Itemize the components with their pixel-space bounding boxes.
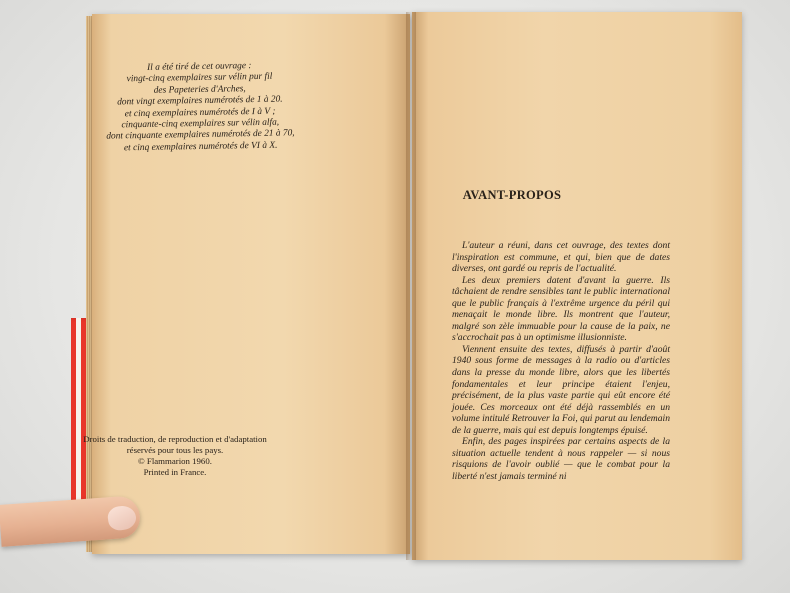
rights-line: réservés pour tous les pays.: [126, 445, 224, 455]
paragraph: L'auteur a réuni, dans cet ouvrage, des textes dont l'inspiration est commune, et qui, bien que de dates diverses, ont gardé ou repris de l'actualité.: [452, 240, 670, 275]
colophon-line: Il a été tiré de cet ouvrage :: [147, 61, 252, 73]
rights-line: Droits de traduction, de reproduction et d'adaptation: [83, 434, 267, 444]
paragraph: Viennent ensuite des textes, diffusés à partir d'août 1940 sous forme de messages à la radio ou d'articles dans la presse du monde libre, alors que les libertés fondamentales et leur principe étaient l'enjeu, précisément, de la plus vaste partie qui eût encore été jouée. Ces morceaux ont été déjà rassemblés en un volume intitulé Retrouver la Foi, qui parut au lendemain de la guerre, mais qui est depuis longtemps épuisé.: [452, 343, 670, 436]
book-gutter: [406, 12, 416, 560]
paragraph: Enfin, des pages inspirées par certains aspects de la situation actuelle tendent à nous rappeler — si nous risquions de l'avoir oublié — que le combat pour la liberté n'est jamais terminé ni: [452, 436, 670, 482]
colophon-line: et cinq exemplaires numérotés de VI à X.: [123, 140, 278, 154]
copyright-line: © Flammarion 1960.: [138, 456, 212, 466]
page-heading: AVANT-PROPOS: [462, 188, 562, 202]
rights-notice: [80, 434, 270, 478]
colophon-line: dont cinquante exemplaires numérotés de 21 à 70,: [106, 128, 295, 143]
colophon-line: cinquante-cinq exemplaires sur vélin alfa,: [121, 117, 280, 131]
colophon-line: dont vingt exemplaires numérotés de 1 à 20.: [117, 94, 283, 108]
foreword-text: [452, 240, 670, 482]
colophon-line: des Papeteries d'Arches,: [153, 84, 246, 96]
colophon: [99, 60, 301, 155]
printed-line: Printed in France.: [143, 467, 207, 477]
colophon-line: et cinq exemplaires numérotés de I à V ;: [124, 106, 276, 119]
paragraph: Les deux premiers datent d'avant la guerre. Ils tâchaient de rendre sensibles tant le public international que le public français à l'extrême urgence du péril qui menaçait le monde libre. Ils montrent que l'auteur, malgré son zèle immuable pour la cause de la paix, ne s'accrochait pas à un optimisme illusionniste.: [452, 274, 670, 344]
colophon-line: vingt-cinq exemplaires sur vélin pur fil: [126, 72, 273, 85]
